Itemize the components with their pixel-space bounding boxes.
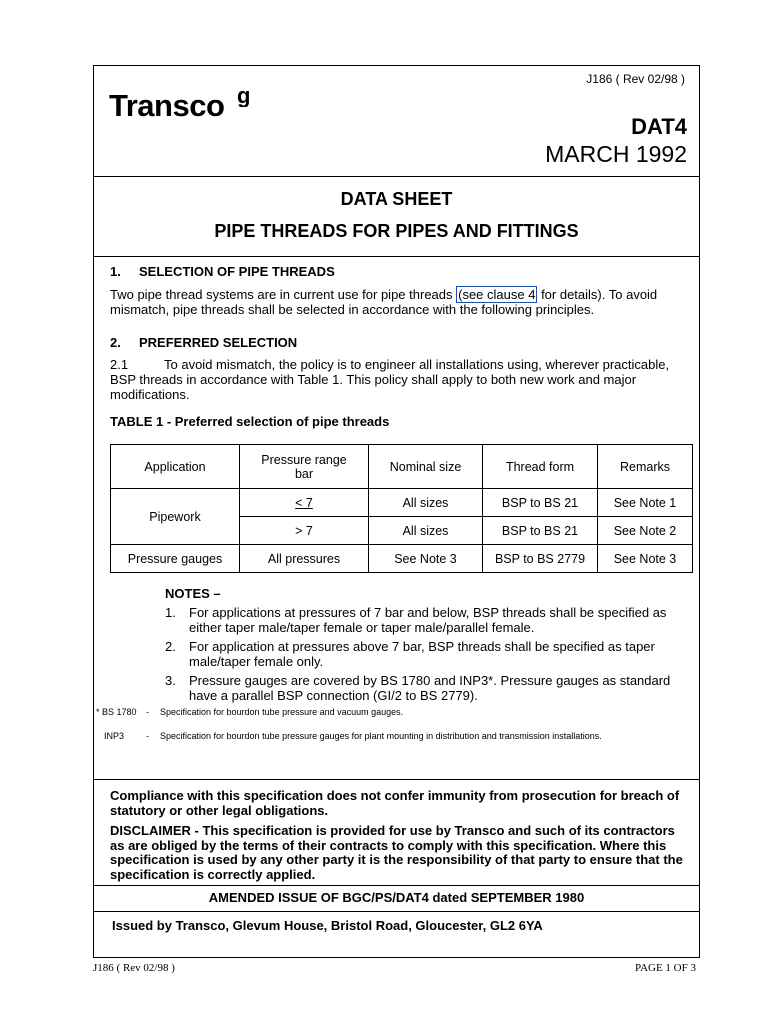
clause4-link[interactable]: (see clause 4 xyxy=(458,287,536,302)
header-block xyxy=(94,66,699,177)
svg-text:g: g xyxy=(237,83,251,107)
footnote: * BS 1780 - Specification for bourdon tube pressure and vacuum gauges. xyxy=(96,707,404,717)
pipe-threads-table xyxy=(110,444,693,573)
table-row xyxy=(111,489,693,517)
section1-heading: 1. SELECTION OF PIPE THREADS xyxy=(110,264,335,279)
transco-logo xyxy=(109,83,251,124)
title-data-sheet: DATA SHEET xyxy=(340,189,453,209)
th-thread-form: Thread form xyxy=(483,445,598,489)
th-pressure: Pressure range bar xyxy=(240,445,369,489)
clause-2-1: 2.1 To avoid mismatch, the policy is to engineer all installations using, wherever practicable, BSP threads in accordance with Table 1. This policy shall apply to both new work and major modifications. xyxy=(110,357,670,402)
legal-block xyxy=(94,779,699,886)
table-caption: TABLE 1 - Preferred selection of pipe threads xyxy=(110,414,390,429)
note-item: 3. Pressure gauges are covered by BS 1780 and INP3*. Pressure gauges as standard have a parallel BSP connection (GI/2 to BS 2779). xyxy=(165,673,671,703)
section2-heading: 2. PREFERRED SELECTION xyxy=(110,335,298,350)
cell-pressure: All pressures xyxy=(240,545,369,573)
note-item: 1. For applications at pressures of 7 bar and below, BSP threads shall be specified as either taper male/taper female or taper male/parallel female. xyxy=(165,605,667,635)
cell-remarks: See Note 1 xyxy=(598,489,693,517)
notes-list xyxy=(110,605,695,703)
disclaimer-text: DISCLAIMER - This specification is provided for use by Transco and such of its contractors as are obliged by the terms of their contracts to comply with this specification. Where this specification is used by any other party it is the responsibility of that party to ensure that the specification is correctly applied. xyxy=(110,823,683,882)
notes-block xyxy=(96,586,695,742)
cell-application: Pipework xyxy=(111,489,240,545)
section1-text: Two pipe thread systems are in current use for pipe threads (see clause 4 for details). To avoid mismatch, pipe threads shall be selected in accordance with the following principles. xyxy=(110,287,658,317)
issued-by: Issued by Transco, Glevum House, Bristol Road, Gloucester, GL2 6YA xyxy=(112,918,543,933)
table-header-row xyxy=(111,445,693,489)
cell-thread: BSP to BS 21 xyxy=(483,489,598,517)
document-date: MARCH 1992 xyxy=(545,141,687,167)
notes-heading: NOTES – xyxy=(165,586,221,601)
th-application: Application xyxy=(111,445,240,489)
amended-issue: AMENDED ISSUE OF BGC/PS/DAT4 dated SEPTEMBER 1980 xyxy=(94,884,699,912)
note-item: 2. For application at pressures above 7 bar, BSP threads shall be specified as taper male/taper female only. xyxy=(165,639,655,669)
logo-g-icon xyxy=(234,83,258,107)
cell-size: See Note 3 xyxy=(369,545,483,573)
cell-application: Pressure gauges xyxy=(111,545,240,573)
title-pipe-threads: PIPE THREADS FOR PIPES AND FITTINGS xyxy=(214,221,579,241)
table-row xyxy=(111,545,693,573)
title-block xyxy=(94,176,699,257)
cell-pressure: < 7 xyxy=(240,489,369,517)
th-remarks: Remarks xyxy=(598,445,693,489)
legal-text xyxy=(110,789,685,882)
body-text xyxy=(110,264,695,429)
document-id: DAT4 xyxy=(631,114,687,139)
footer-page-number: PAGE 1 OF 3 xyxy=(634,962,696,974)
cell-size: All sizes xyxy=(369,489,483,517)
footnote: INP3 - Specification for bourdon tube pressure gauges for plant mounting in distribution and transmission installations. xyxy=(104,731,602,741)
compliance-text: Compliance with this specification does not confer immunity from prosecution for breach of statutory or other legal obligations. xyxy=(110,788,680,818)
cell-remarks: See Note 3 xyxy=(598,545,693,573)
cell-remarks: See Note 2 xyxy=(598,517,693,545)
footer-revision: J186 ( Rev 02/98 ) xyxy=(93,962,175,974)
page-frame xyxy=(93,65,700,958)
logo-text: Transco xyxy=(109,88,225,123)
cell-thread: BSP to BS 21 xyxy=(483,517,598,545)
cell-thread: BSP to BS 2779 xyxy=(483,545,598,573)
th-nominal-size: Nominal size xyxy=(369,445,483,489)
revision-label: J186 ( Rev 02/98 ) xyxy=(586,72,685,86)
cell-size: All sizes xyxy=(369,517,483,545)
cell-pressure: > 7 xyxy=(240,517,369,545)
